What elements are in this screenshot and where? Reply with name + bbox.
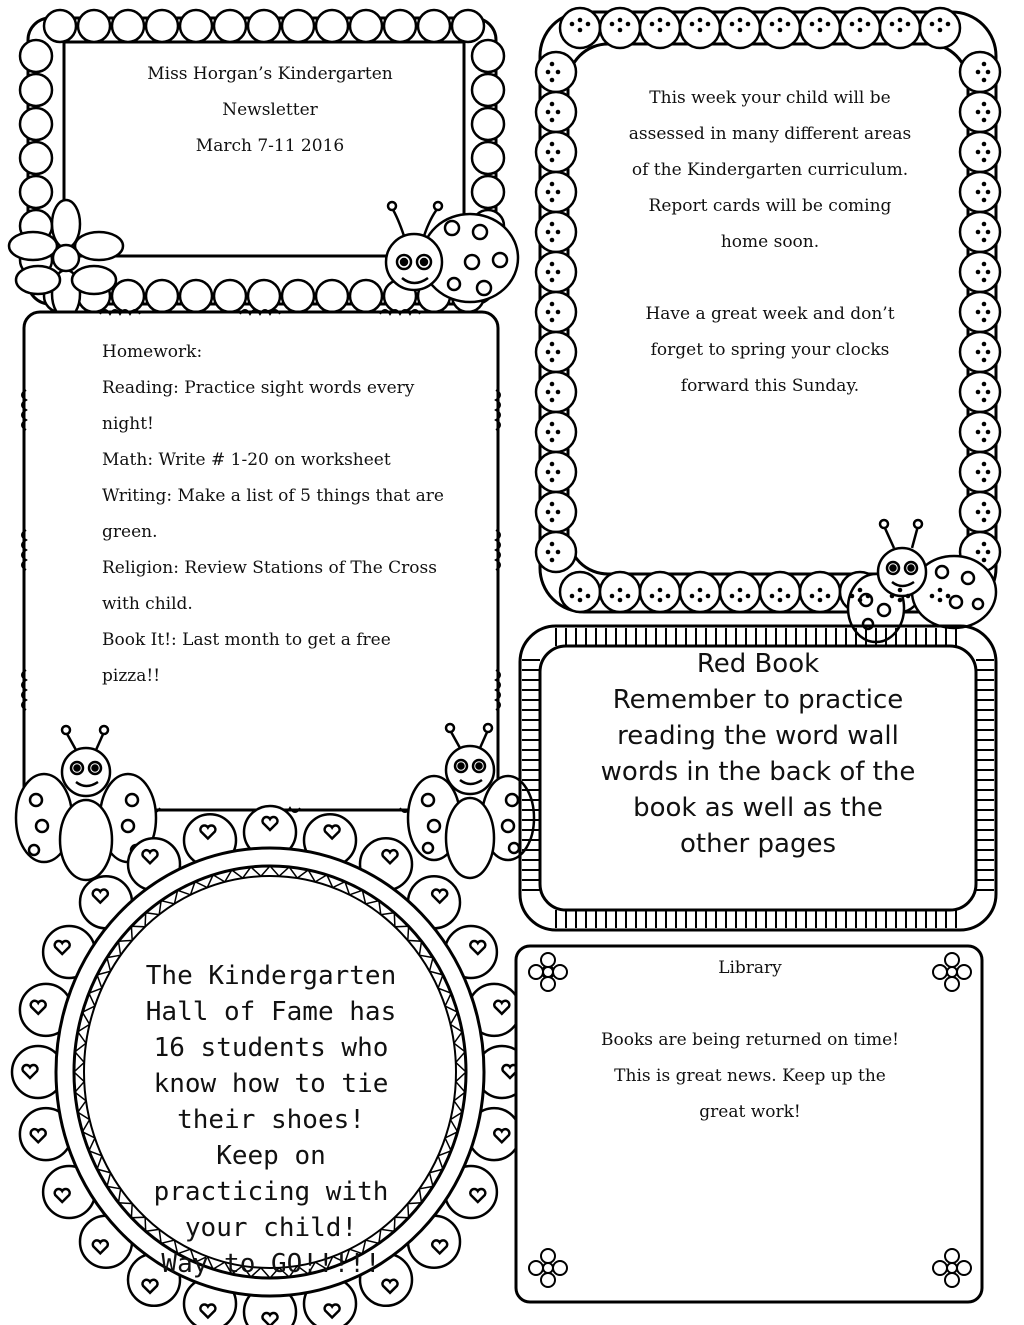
scallop [472,142,504,174]
dot [698,28,703,33]
hall-of-fame-line: your child! [184,1213,358,1243]
dot [982,182,987,187]
library-spacer [530,986,970,1022]
scallop [180,10,212,42]
dot [786,22,791,27]
dot [550,422,555,427]
dot [858,588,863,593]
dot [666,594,671,599]
dot [982,398,987,403]
dot [986,390,991,395]
dot [982,302,987,307]
assessment-line: home soon. [720,232,820,252]
dot [556,430,561,435]
dot [738,18,743,23]
dot [550,182,555,187]
dot [778,28,783,33]
dot [946,22,951,27]
dot [618,598,623,603]
homework-line: night! [102,414,154,434]
dot [986,270,991,275]
scallop [248,10,280,42]
dot [786,594,791,599]
dot [858,18,863,23]
dot [858,28,863,33]
dot [930,22,935,27]
dot [986,350,991,355]
dot [898,588,903,593]
dot [570,22,575,27]
newsletter-title [70,56,470,164]
homework-line: Math: Write # 1-20 on worksheet [102,450,391,470]
dot [850,22,855,27]
scallop [146,10,178,42]
dot [578,28,583,33]
dot [976,150,981,155]
dot [976,390,981,395]
assessment-line: Report cards will be coming [648,196,892,216]
library-title: Library [718,958,782,978]
dot [666,22,671,27]
dot [982,502,987,507]
scallop [350,10,382,42]
dot [550,198,555,203]
assessment-message [590,80,950,404]
scallop [78,10,110,42]
dot [546,70,551,75]
dot [898,28,903,33]
dot [658,588,663,593]
dot [738,28,743,33]
dot [982,542,987,547]
dot [546,430,551,435]
dot [586,22,591,27]
dot [986,430,991,435]
scallop [418,10,450,42]
dot [550,342,555,347]
assessment-line: Have a great week and don’t [645,304,895,324]
dot [778,588,783,593]
dot [546,150,551,155]
library-section [530,950,970,1130]
library-line: This is great news. Keep up the [614,1066,886,1086]
dot [556,150,561,155]
homework-line: Reading: Practice sight words every [102,378,415,398]
dot [658,28,663,33]
dot [650,594,655,599]
dot [550,358,555,363]
hall-of-fame-line: 16 students who [153,1033,389,1063]
dot [578,18,583,23]
dot [556,70,561,75]
dot [546,110,551,115]
dot [746,22,751,27]
dot [550,118,555,123]
dot [770,22,775,27]
dot [982,558,987,563]
red-book-line: book as well as the [633,793,883,823]
dot [976,430,981,435]
dot [546,190,551,195]
library-line: Books are being returned on time! [601,1030,899,1050]
assessment-line: forget to spring your clocks [650,340,890,360]
dot [698,598,703,603]
dot [650,22,655,27]
dot [550,542,555,547]
dot [698,588,703,593]
scallop [248,280,280,312]
scallop [350,280,382,312]
dot [746,594,751,599]
dot [976,310,981,315]
dot [556,310,561,315]
dot [982,158,987,163]
dot [546,350,551,355]
scallop [214,280,246,312]
dot [546,310,551,315]
dot [556,470,561,475]
dot [578,588,583,593]
scallop [316,280,348,312]
homework-line: green. [102,522,158,542]
dot [550,142,555,147]
assessment-line: forward this Sunday. [680,376,860,396]
dot [826,22,831,27]
scallop [316,10,348,42]
dot [982,78,987,83]
dot [546,230,551,235]
red-book-title: Red Book [696,649,820,679]
dot [818,598,823,603]
dot [986,190,991,195]
homework-heading: Homework: [102,342,203,362]
dot [706,594,711,599]
dot [550,262,555,267]
scallop [452,10,484,42]
dot [946,594,951,599]
dot [610,22,615,27]
dot [556,390,561,395]
dot [550,102,555,107]
dot [578,598,583,603]
dot [982,382,987,387]
dot [546,390,551,395]
hall-of-fame-line: Hall of Fame has [145,997,397,1027]
dot [982,62,987,67]
dot [546,270,551,275]
title-line-2: Newsletter [222,100,318,120]
homework-list [102,334,482,694]
dot [976,190,981,195]
dot [626,22,631,27]
dot [770,594,775,599]
dot [986,230,991,235]
dot [938,18,943,23]
dot [982,102,987,107]
dot [866,22,871,27]
red-book-line: Remember to practice [612,685,904,715]
dot [706,22,711,27]
scallop [282,280,314,312]
dot [976,470,981,475]
scallop [146,280,178,312]
dot [546,510,551,515]
dot [550,318,555,323]
scallop [472,40,504,72]
dot [976,230,981,235]
dot [986,110,991,115]
scallop [20,142,52,174]
scallop [44,10,76,42]
dot [898,18,903,23]
dot [550,398,555,403]
title-date: March 7-11 2016 [195,136,345,156]
dot [550,438,555,443]
dot [738,598,743,603]
hall-of-fame-line: Way to GO!!!!! [161,1249,381,1279]
dot [976,510,981,515]
dot [550,462,555,467]
dot [930,594,935,599]
dot [556,110,561,115]
dot [982,478,987,483]
dot [982,438,987,443]
dot [810,594,815,599]
dot [986,70,991,75]
dot [986,510,991,515]
red-book-line: words in the back of the [600,757,916,787]
dot [938,588,943,593]
dot [778,598,783,603]
dot [550,158,555,163]
dot [698,18,703,23]
dot [982,318,987,323]
hall-of-fame-line: Keep on [216,1141,326,1171]
dot [550,502,555,507]
dot [976,550,981,555]
hall-of-fame-message [90,958,452,1282]
dot [938,598,943,603]
dot [556,550,561,555]
dot [730,22,735,27]
dot [976,70,981,75]
dot [976,110,981,115]
dot [826,594,831,599]
dot [982,518,987,523]
dot [738,588,743,593]
dot [982,358,987,363]
dot [550,238,555,243]
dot [556,190,561,195]
dot [550,518,555,523]
dot [550,478,555,483]
homework-line: with child. [102,594,193,614]
dot [546,470,551,475]
dot [982,262,987,267]
dot [550,302,555,307]
red-book-line: reading the word wall [617,721,899,751]
dot [556,230,561,235]
dot [982,238,987,243]
scallop [112,280,144,312]
scallop [472,176,504,208]
dot [898,598,903,603]
assessment-spacer [590,260,950,296]
scallop [180,280,212,312]
homework-line: Writing: Make a list of 5 things that are [102,486,444,506]
dot [550,62,555,67]
library-line: great work! [699,1102,801,1122]
dot [906,594,911,599]
dot [690,22,695,27]
scallop [384,10,416,42]
scallop [282,10,314,42]
dot [550,78,555,83]
red-book-line: other pages [679,829,836,859]
hall-of-fame-line: their shoes! [177,1105,365,1135]
dot [550,558,555,563]
dot [818,588,823,593]
assessment-line: of the Kindergarten curriculum. [631,160,909,180]
dot [982,222,987,227]
dot [986,310,991,315]
dot [890,594,895,599]
scallop [20,40,52,72]
hall-of-fame-line: The Kindergarten [145,961,397,991]
dot [986,470,991,475]
dot [690,594,695,599]
dot [858,598,863,603]
assessment-line: This week your child will be [649,88,891,108]
dot [546,550,551,555]
red-book-message [548,646,968,862]
scallop [112,10,144,42]
dot [570,594,575,599]
dot [982,118,987,123]
dot [986,550,991,555]
dot [982,142,987,147]
assessment-line: assessed in many different areas [628,124,912,144]
dot [938,28,943,33]
homework-line: Religion: Review Stations of The Cross [102,558,437,578]
dot [982,422,987,427]
dot [550,278,555,283]
dot [658,18,663,23]
dot [810,22,815,27]
dot [778,18,783,23]
dot [610,594,615,599]
dot [618,588,623,593]
dot [982,198,987,203]
dot [982,278,987,283]
scallop [472,74,504,106]
dot [730,594,735,599]
dot [658,598,663,603]
scallop [20,108,52,140]
dot [906,22,911,27]
scallop [472,108,504,140]
dot [550,382,555,387]
scallop [20,74,52,106]
dot [818,28,823,33]
homework-line: pizza!! [102,666,161,686]
dot [818,18,823,23]
dot [982,342,987,347]
title-line-1: Miss Horgan’s Kindergarten [147,64,393,84]
dot [976,270,981,275]
dot [586,594,591,599]
hall-of-fame-line: know how to tie [153,1069,389,1099]
dot [556,350,561,355]
dot [890,22,895,27]
dot [618,18,623,23]
homework-line: Book It!: Last month to get a free [102,630,391,650]
dot [626,594,631,599]
dot [550,222,555,227]
dot [556,510,561,515]
hall-of-fame-line: practicing with [153,1177,389,1207]
scallop [20,176,52,208]
dot [982,462,987,467]
dot [850,594,855,599]
dot [556,270,561,275]
dot [986,150,991,155]
dot [866,594,871,599]
scallop [214,10,246,42]
dot [976,350,981,355]
dot [618,28,623,33]
